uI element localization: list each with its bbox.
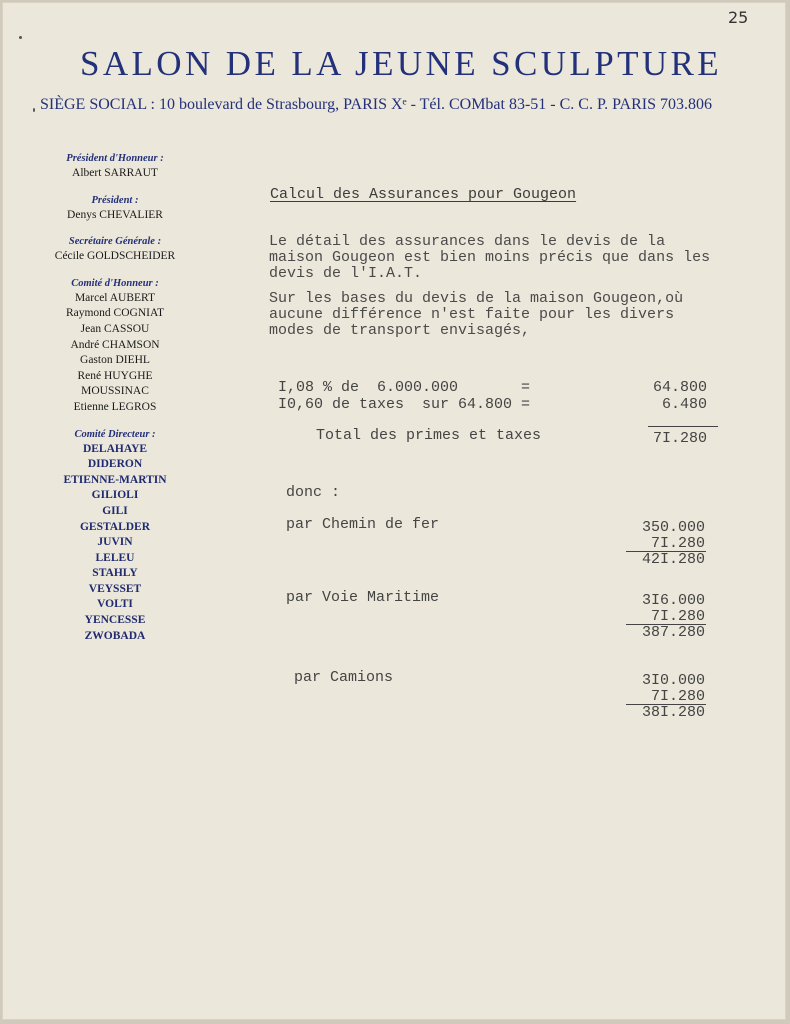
role-label: Président d'Honneur :	[66, 153, 164, 164]
sea-base-value: 3I6.000	[641, 592, 705, 609]
committee-member: VOLTI	[97, 598, 133, 611]
committee-member: MOUSSINAC	[81, 385, 149, 398]
letterhead-address: SIÈGE SOCIAL : 10 boulevard de Strasbourg, PARIS Xᵉ - Tél. COMbat 83-51 - C. C. P. PARIS 703.806	[40, 96, 712, 113]
truck-premium-value: 7I.280	[650, 688, 705, 705]
truck-base-value: 3I0.000	[641, 672, 705, 689]
calc-value-premium: 64.800	[652, 379, 707, 396]
document-title: Calcul des Assurances pour Gougeon	[270, 186, 577, 203]
role-label: Comité d'Honneur :	[71, 277, 159, 289]
committee-member: Marcel AUBERT	[74, 291, 156, 304]
committee-member: DELAHAYE	[82, 442, 148, 455]
committee-member: René HUYGHE	[77, 369, 153, 382]
committee-member: Albert SARRAUT	[72, 167, 158, 179]
committee-member: Raymond COGNIAT	[65, 307, 165, 320]
sea-total-value: 387.280	[641, 624, 705, 641]
committee-sidebar	[40, 148, 190, 644]
total-label: Total des primes et taxes	[316, 427, 542, 444]
committee-member: Denys CHEVALIER	[67, 208, 163, 221]
sea-premium-value: 7I.280	[650, 608, 705, 625]
paragraph-line: Le détail des assurances dans le devis de la	[269, 233, 666, 250]
paragraph-line: devis de l'I.A.T.	[269, 265, 423, 282]
paragraph-line: Sur les bases du devis de la maison Gougeon,où	[269, 290, 684, 307]
calc-line-taxes: I0,60 de taxes sur 64.800 =	[278, 396, 531, 413]
committee-member: André CHAMSON	[70, 338, 160, 351]
committee-member: ZWOBADA	[84, 629, 146, 642]
role-label: Secrétaire Générale :	[68, 236, 162, 248]
paragraph-line: maison Gougeon est bien moins précis que dans les	[269, 249, 711, 266]
committee-member: GESTALDER	[79, 520, 151, 533]
letterhead-title: SALON DE LA JEUNE SCULPTURE	[79, 44, 723, 83]
committee-member: DIDERON	[87, 458, 143, 471]
rail-premium-value: 7I.280	[650, 535, 705, 552]
paragraph-line: aucune différence n'est faite pour les divers	[269, 306, 675, 323]
total-value: 7I.280	[652, 430, 707, 447]
role-label: Comité Directeur :	[74, 428, 156, 440]
committee-member: Jean CASSOU	[80, 322, 150, 335]
committee-member: JUVIN	[97, 536, 133, 549]
rail-base-value: 350.000	[641, 519, 705, 536]
transport-sea-label: par Voie Maritime	[286, 589, 440, 606]
role-label: Président :	[91, 194, 139, 206]
transport-rail-label: par Chemin de fer	[286, 516, 440, 533]
committee-member: Gaston DIEHL	[80, 354, 150, 367]
committee-member: Cécile GOLDSCHEIDER	[54, 250, 176, 263]
page-number: 25	[728, 8, 749, 27]
rail-total-value: 42I.280	[641, 551, 705, 568]
transport-truck-label: par Camions	[294, 669, 394, 686]
sum-rule	[648, 426, 718, 427]
truck-total-value: 38I.280	[641, 704, 705, 721]
committee-member: ETIENNE-MARTIN	[63, 473, 167, 486]
committee-member: STAHLY	[92, 567, 138, 580]
ink-dot	[19, 36, 22, 39]
committee-member: LELEU	[95, 551, 135, 564]
calc-line-premium: I,08 % de 6.000.000 =	[278, 379, 531, 396]
donc-label: donc :	[286, 484, 341, 501]
calc-value-taxes: 6.480	[661, 396, 707, 413]
committee-member: VEYSSET	[88, 582, 142, 595]
committee-member: YENCESSE	[84, 614, 146, 627]
committee-member: GILIOLI	[91, 489, 139, 502]
ink-dot	[33, 108, 35, 112]
paragraph-line: modes de transport envisagés,	[269, 322, 531, 339]
committee-member: GILI	[102, 504, 128, 517]
committee-member: Etienne LEGROS	[73, 400, 157, 413]
